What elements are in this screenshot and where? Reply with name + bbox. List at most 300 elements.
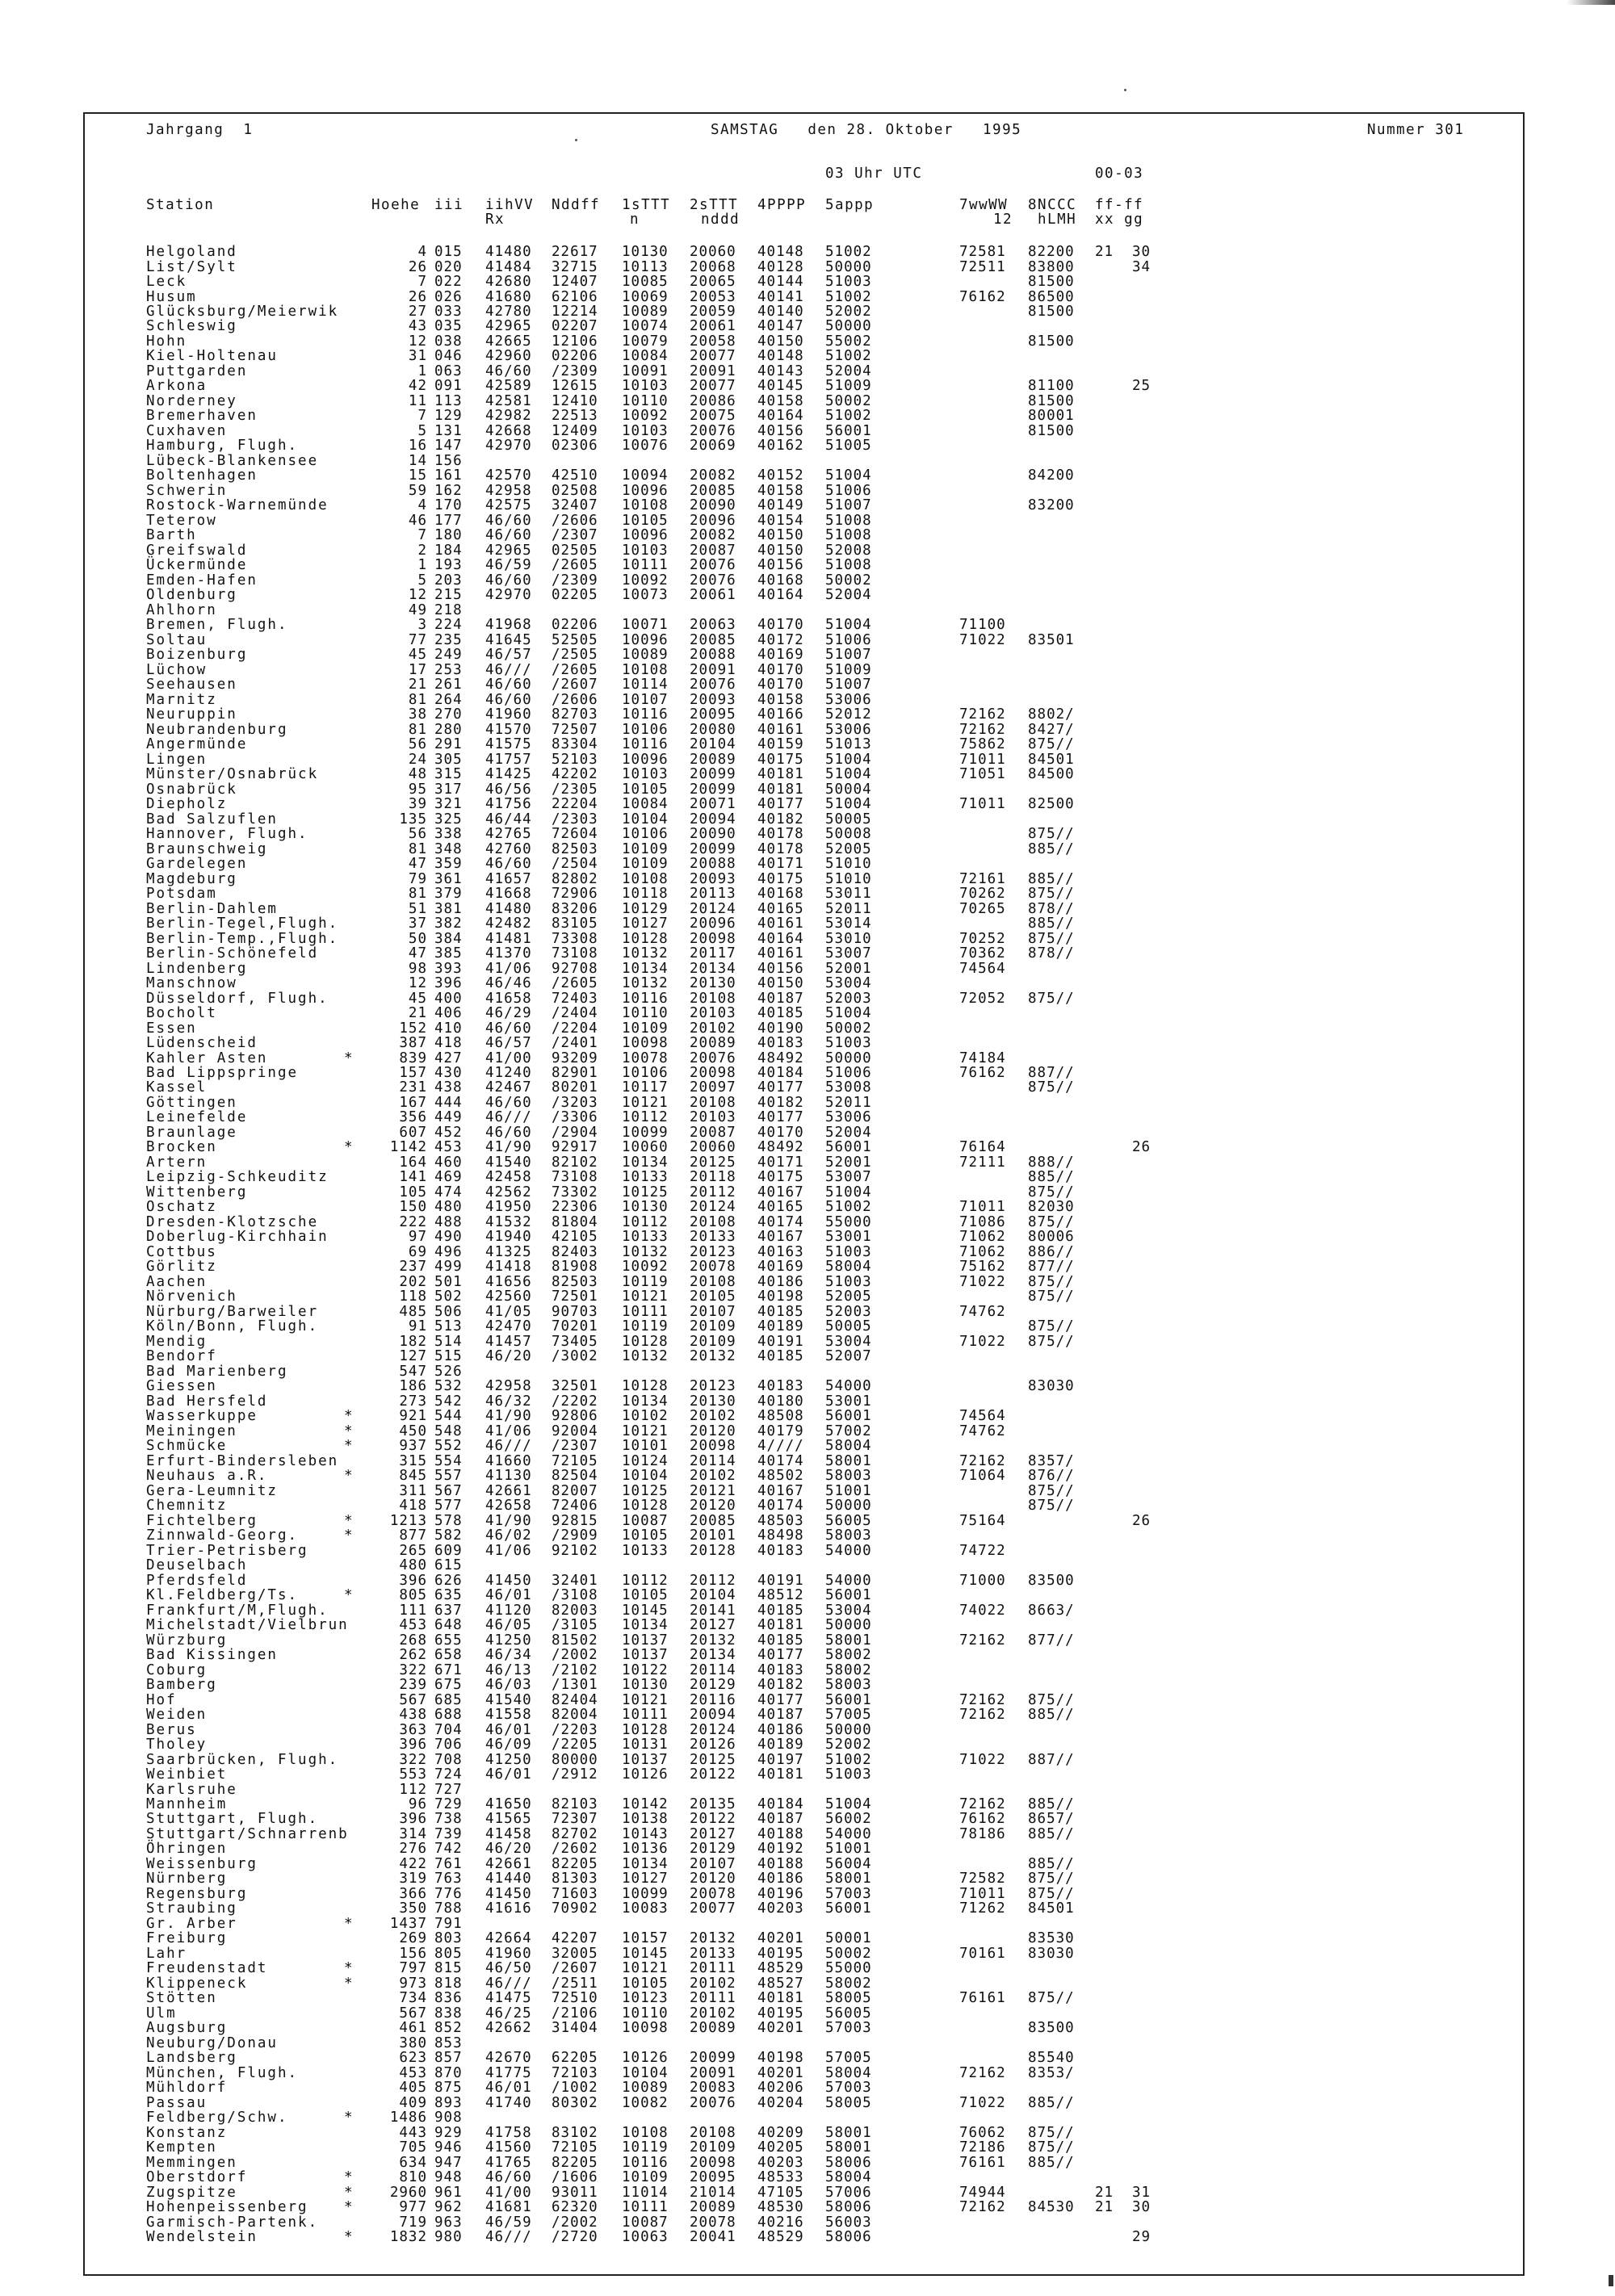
- tendency-value: 51004: [825, 1005, 872, 1021]
- weather-value: 71011: [959, 796, 1006, 813]
- scan-edge: [1567, 0, 1615, 5]
- station-name: Wendelstein: [146, 2229, 258, 2246]
- nddff-value: /2504: [552, 856, 598, 873]
- nddff-value: 52505: [552, 631, 598, 648]
- nddff-value: 62106: [552, 288, 598, 305]
- dewpoint-value: 20123: [690, 1378, 736, 1395]
- weather-value: 72162: [959, 1691, 1006, 1708]
- pressure-value: 40181: [757, 766, 804, 783]
- station-id: 805: [434, 1945, 463, 1962]
- nddff-value: 82205: [552, 1855, 598, 1872]
- nddff-value: 72105: [552, 2139, 598, 2156]
- iihvv-value: 41756: [485, 796, 532, 813]
- height-value: 26: [408, 288, 427, 305]
- station-name: Regensburg: [146, 1885, 248, 1902]
- station-name: Wasserkuppe: [146, 1408, 258, 1425]
- pressure-value: 40195: [757, 2005, 804, 2022]
- height-value: 973: [399, 1975, 427, 1992]
- cloud-value: 875//: [1028, 1871, 1075, 1887]
- pressure-value: 40189: [757, 1318, 804, 1335]
- tendency-value: 51004: [825, 751, 872, 768]
- pressure-value: 40163: [757, 1243, 804, 1260]
- dewpoint-value: 20124: [690, 1199, 736, 1216]
- cloud-value: 83030: [1028, 1945, 1075, 1962]
- station-id: 469: [434, 1169, 463, 1186]
- pressure-value: 40175: [757, 751, 804, 768]
- station-name: Dresden-Klotzsche: [146, 1213, 319, 1230]
- pressure-value: 40183: [757, 1035, 804, 1051]
- height-value: 4: [417, 244, 427, 260]
- station-id: 857: [434, 2050, 463, 2067]
- station-name: Lüchow: [146, 661, 208, 678]
- tendency-value: 57003: [825, 2020, 872, 2037]
- height-value: 21: [408, 677, 427, 693]
- weather-value: 71062: [959, 1243, 1006, 1260]
- pressure-value: 40198: [757, 2050, 804, 2067]
- temperature-value: 10109: [622, 856, 669, 873]
- extra-value-2: 25: [1132, 378, 1151, 395]
- height-value: 839: [399, 1050, 427, 1066]
- station-id: 026: [434, 288, 463, 305]
- station-name: Öhringen: [146, 1841, 228, 1858]
- tendency-value: 51006: [825, 482, 872, 499]
- mountain-marker: *: [344, 1139, 354, 1156]
- dewpoint-value: 20096: [690, 512, 736, 529]
- station-id: 609: [434, 1542, 463, 1559]
- height-value: 810: [399, 2169, 427, 2186]
- height-value: 553: [399, 1766, 427, 1783]
- station-name: Feldberg/Schw.: [146, 2110, 288, 2126]
- pressure-value: 40197: [757, 1751, 804, 1768]
- weather-value: 71064: [959, 1468, 1006, 1485]
- iihvv-value: 46///: [485, 1109, 532, 1126]
- dewpoint-value: 20102: [690, 1975, 736, 1992]
- weather-value: 71011: [959, 1885, 1006, 1902]
- height-value: 1486: [389, 2110, 427, 2126]
- cloud-value: 83500: [1028, 2020, 1075, 2037]
- station-name: Passau: [146, 2094, 208, 2111]
- nddff-value: /2607: [552, 1960, 598, 1977]
- pressure-value: 40169: [757, 647, 804, 664]
- iihvv-value: 41/06: [485, 960, 532, 977]
- temperature-value: 11014: [622, 2184, 669, 2201]
- cloud-value: 81500: [1028, 422, 1075, 439]
- station-id: 836: [434, 1990, 463, 2007]
- iihvv-value: 46///: [485, 2229, 532, 2246]
- tendency-value: 51004: [825, 1184, 872, 1200]
- station-id: 261: [434, 677, 463, 693]
- dewpoint-value: 20053: [690, 288, 736, 305]
- temperature-value: 10098: [622, 1035, 669, 1051]
- cloud-value: 83501: [1028, 631, 1075, 648]
- temperature-value: 10106: [622, 1064, 669, 1081]
- weather-value: 76161: [959, 2154, 1006, 2171]
- station-id: 022: [434, 274, 463, 290]
- dewpoint-value: 20077: [690, 348, 736, 365]
- height-value: 38: [408, 706, 427, 723]
- temperature-value: 10116: [622, 990, 669, 1007]
- height-value: 16: [408, 438, 427, 455]
- station-name: Oschatz: [146, 1199, 217, 1216]
- station-id: 384: [434, 930, 463, 947]
- pressure-value: 40187: [757, 1707, 804, 1723]
- iihvv-value: 46/60: [485, 1020, 532, 1037]
- height-value: 59: [408, 482, 427, 499]
- station-id: 501: [434, 1273, 463, 1290]
- height-value: 95: [408, 781, 427, 798]
- station-id: 688: [434, 1707, 463, 1723]
- pressure-value: 40172: [757, 631, 804, 648]
- weather-value: 71022: [959, 1333, 1006, 1350]
- nddff-value: 22513: [552, 408, 598, 425]
- cloud-value: 885//: [1028, 2154, 1075, 2171]
- dewpoint-value: 20121: [690, 1482, 736, 1499]
- temperature-value: 10129: [622, 900, 669, 917]
- height-value: 157: [399, 1064, 427, 1081]
- temperature-value: 10069: [622, 288, 669, 305]
- tendency-value: 56004: [825, 1855, 872, 1872]
- iihvv-value: 41740: [485, 2094, 532, 2111]
- dewpoint-value: 20104: [690, 1587, 736, 1604]
- tendency-value: 58002: [825, 1975, 872, 1992]
- pressure-value: 40182: [757, 1094, 804, 1111]
- station-id: 929: [434, 2124, 463, 2141]
- cloud-value: 885//: [1028, 2094, 1075, 2111]
- dewpoint-value: 20133: [690, 1945, 736, 1962]
- station-name: Cuxhaven: [146, 422, 228, 439]
- height-value: 50: [408, 930, 427, 947]
- iihvv-value: 46/56: [485, 781, 532, 798]
- tendency-value: 56001: [825, 1587, 872, 1604]
- cloud-value: 875//: [1028, 886, 1075, 903]
- pressure-value: 40177: [757, 1109, 804, 1126]
- pressure-value: 40183: [757, 1378, 804, 1395]
- dewpoint-value: 20107: [690, 1303, 736, 1320]
- station-name: Gera-Leumnitz: [146, 1482, 278, 1499]
- pressure-value: 40175: [757, 1169, 804, 1186]
- tendency-value: 51007: [825, 677, 872, 693]
- height-value: 937: [399, 1438, 427, 1455]
- iihvv-value: 41480: [485, 244, 532, 260]
- tendency-value: 51004: [825, 766, 872, 783]
- nddff-value: 42510: [552, 467, 598, 484]
- station-id: 727: [434, 1781, 463, 1798]
- weather-value: 75164: [959, 1512, 1006, 1529]
- iihvv-value: 42765: [485, 826, 532, 843]
- temperature-value: 10111: [622, 1303, 669, 1320]
- pressure-value: 40156: [757, 960, 804, 977]
- height-value: 156: [399, 1945, 427, 1962]
- dewpoint-value: 20088: [690, 647, 736, 664]
- dewpoint-value: 20108: [690, 1094, 736, 1111]
- dewpoint-value: 20104: [690, 736, 736, 753]
- height-value: 734: [399, 1990, 427, 2007]
- cloud-value: 8353/: [1028, 2064, 1075, 2081]
- iihvv-value: 41558: [485, 1707, 532, 1723]
- dewpoint-value: 20141: [690, 1602, 736, 1619]
- cloud-value: 885//: [1028, 1855, 1075, 1872]
- temperature-value: 10157: [622, 1930, 669, 1947]
- tendency-value: 57005: [825, 2050, 872, 2067]
- iihvv-value: 46/20: [485, 1348, 532, 1365]
- dewpoint-value: 20098: [690, 930, 736, 947]
- iihvv-value: 41616: [485, 1900, 532, 1917]
- station-id: 170: [434, 497, 463, 514]
- iihvv-value: 41/05: [485, 1303, 532, 1320]
- iihvv-value: 46/01: [485, 1766, 532, 1783]
- station-name: Mannheim: [146, 1796, 228, 1812]
- cloud-value: 8357/: [1028, 1452, 1075, 1469]
- iihvv-value: 42458: [485, 1169, 532, 1186]
- col-iihvv: iihVV: [485, 197, 535, 213]
- col-nddff: Nddff: [552, 197, 601, 213]
- station-id: 671: [434, 1661, 463, 1678]
- nddff-value: /2909: [552, 1527, 598, 1544]
- iihvv-value: 41532: [485, 1213, 532, 1230]
- height-value: 7: [417, 408, 427, 425]
- station-id: 626: [434, 1572, 463, 1589]
- extra-value-2: 26: [1132, 1139, 1151, 1156]
- nddff-value: 02206: [552, 617, 598, 634]
- tendency-value: 52005: [825, 840, 872, 857]
- mountain-marker: *: [344, 1422, 354, 1439]
- dewpoint-value: 20086: [690, 392, 736, 409]
- temperature-value: 10121: [622, 1960, 669, 1977]
- pressure-value: 40209: [757, 2124, 804, 2141]
- tendency-value: 57003: [825, 2080, 872, 2097]
- dewpoint-value: 20102: [690, 1408, 736, 1425]
- nddff-value: 32005: [552, 1945, 598, 1962]
- weather-value: 74564: [959, 1408, 1006, 1425]
- dewpoint-value: 20120: [690, 1422, 736, 1439]
- station-id: 280: [434, 721, 463, 738]
- nddff-value: 12106: [552, 333, 598, 350]
- date-label: SAMSTAG den 28. Oktober 1995: [711, 122, 1022, 138]
- station-name: Michelstadt/Vielbrun: [146, 1617, 349, 1634]
- iihvv-value: 46/01: [485, 2080, 532, 2097]
- temperature-value: 10118: [622, 886, 669, 903]
- nddff-value: 02207: [552, 318, 598, 335]
- iihvv-value: 41960: [485, 1945, 532, 1962]
- pressure-value: 40161: [757, 915, 804, 932]
- nddff-value: 92815: [552, 1512, 598, 1529]
- dewpoint-value: 20098: [690, 2154, 736, 2171]
- temperature-value: 10105: [622, 1587, 669, 1604]
- station-name: Neuhaus a.R.: [146, 1468, 268, 1485]
- height-value: 152: [399, 1020, 427, 1037]
- height-value: 141: [399, 1169, 427, 1186]
- height-value: 634: [399, 2154, 427, 2171]
- temperature-value: 10130: [622, 244, 669, 260]
- station-id: 635: [434, 1587, 463, 1604]
- pressure-value: 40150: [757, 527, 804, 544]
- station-name: Hohenpeissenberg: [146, 2199, 308, 2216]
- iihvv-value: 46/60: [485, 856, 532, 873]
- station-id: 648: [434, 1617, 463, 1634]
- col-hoehe: Hoehe: [371, 197, 421, 213]
- station-name: Seehausen: [146, 677, 237, 693]
- height-value: 322: [399, 1751, 427, 1768]
- temperature-value: 10122: [622, 1661, 669, 1678]
- iihvv-value: 41480: [485, 900, 532, 917]
- nddff-value: 92806: [552, 1408, 598, 1425]
- station-name: Göttingen: [146, 1094, 237, 1111]
- station-name: Lüdenscheid: [146, 1035, 258, 1051]
- tendency-value: 54000: [825, 1572, 872, 1589]
- station-name: Braunlage: [146, 1124, 237, 1141]
- station-name: Köln/Bonn, Flugh.: [146, 1318, 319, 1335]
- temperature-value: 10113: [622, 258, 669, 275]
- dewpoint-value: 20099: [690, 840, 736, 857]
- nddff-value: /2720: [552, 2229, 598, 2246]
- nddff-value: 72507: [552, 721, 598, 738]
- nddff-value: 12615: [552, 378, 598, 395]
- iihvv-value: 41120: [485, 1602, 532, 1619]
- weather-value: 71062: [959, 1229, 1006, 1246]
- temperature-value: 10134: [622, 1855, 669, 1872]
- nddff-value: 82007: [552, 1482, 598, 1499]
- dewpoint-value: 20134: [690, 960, 736, 977]
- weather-value: 72162: [959, 1796, 1006, 1812]
- station-name: Stuttgart/Schnarrenb: [146, 1825, 349, 1842]
- tendency-value: 52011: [825, 1094, 872, 1111]
- cloud-value: 886//: [1028, 1243, 1075, 1260]
- cloud-value: 875//: [1028, 1079, 1075, 1096]
- weather-value: 71086: [959, 1213, 1006, 1230]
- temperature-value: 10112: [622, 1213, 669, 1230]
- iihvv-value: 42970: [485, 587, 532, 604]
- tendency-value: 52004: [825, 1124, 872, 1141]
- height-value: 45: [408, 990, 427, 1007]
- pressure-value: 40170: [757, 617, 804, 634]
- station-id: 129: [434, 408, 463, 425]
- height-value: 17: [408, 661, 427, 678]
- tendency-value: 51007: [825, 497, 872, 514]
- height-value: 69: [408, 1243, 427, 1260]
- pressure-value: 40167: [757, 1229, 804, 1246]
- station-id: 554: [434, 1452, 463, 1469]
- pressure-value: 40150: [757, 542, 804, 559]
- weather-value: 71262: [959, 1900, 1006, 1917]
- weather-value: 74722: [959, 1542, 1006, 1559]
- pressure-value: 40182: [757, 1677, 804, 1693]
- weather-value: 76062: [959, 2124, 1006, 2141]
- station-name: Kl.Feldberg/Ts.: [146, 1587, 299, 1604]
- temperature-value: 10108: [622, 870, 669, 887]
- station-name: Kassel: [146, 1079, 208, 1096]
- iihvv-value: 46/25: [485, 2005, 532, 2022]
- height-value: 79: [408, 870, 427, 887]
- pressure-value: 40162: [757, 438, 804, 455]
- temperature-value: 10119: [622, 1318, 669, 1335]
- nddff-value: 02505: [552, 542, 598, 559]
- temperature-value: 10130: [622, 1677, 669, 1693]
- tendency-value: 51005: [825, 438, 872, 455]
- nddff-value: 22617: [552, 244, 598, 260]
- tendency-value: 58002: [825, 1647, 872, 1664]
- station-name: Leinefelde: [146, 1109, 248, 1126]
- temperature-value: 10110: [622, 392, 669, 409]
- height-value: 7: [417, 527, 427, 544]
- station-name: Gr. Arber: [146, 1915, 237, 1932]
- tendency-value: 51001: [825, 1841, 872, 1858]
- iihvv-value: 46/34: [485, 1647, 532, 1664]
- station-name: Artern: [146, 1154, 208, 1171]
- temperature-value: 10096: [622, 527, 669, 544]
- temperature-value: 10087: [622, 2214, 669, 2231]
- dewpoint-value: 20111: [690, 1990, 736, 2007]
- height-value: 262: [399, 1647, 427, 1664]
- nddff-value: 52103: [552, 751, 598, 768]
- temperature-value: 10121: [622, 1422, 669, 1439]
- pressure-value: 40181: [757, 1990, 804, 2007]
- nddff-value: /2102: [552, 1661, 598, 1678]
- pressure-value: 40183: [757, 1661, 804, 1678]
- station-id: 430: [434, 1064, 463, 1081]
- iihvv-value: 46/57: [485, 1035, 532, 1051]
- station-id: 396: [434, 975, 463, 991]
- tendency-value: 51009: [825, 378, 872, 395]
- tendency-value: 56001: [825, 1139, 872, 1156]
- station-id: 249: [434, 647, 463, 664]
- tendency-value: 52004: [825, 587, 872, 604]
- col-1sttt: 1sTTT: [622, 197, 671, 213]
- pressure-value: 40188: [757, 1825, 804, 1842]
- height-value: 46: [408, 512, 427, 529]
- station-id: 577: [434, 1498, 463, 1515]
- station-name: Karlsruhe: [146, 1781, 237, 1798]
- iihvv-value: 41481: [485, 930, 532, 947]
- temperature-value: 10104: [622, 1468, 669, 1485]
- station-id: 724: [434, 1766, 463, 1783]
- station-id: 400: [434, 990, 463, 1007]
- tendency-value: 51003: [825, 1243, 872, 1260]
- station-id: 893: [434, 2094, 463, 2111]
- iihvv-value: 41440: [485, 1871, 532, 1887]
- cloud-value: 84501: [1028, 1900, 1075, 1917]
- iihvv-value: 41656: [485, 1273, 532, 1290]
- pressure-value: 40181: [757, 1766, 804, 1783]
- height-value: 350: [399, 1900, 427, 1917]
- height-value: 380: [399, 2034, 427, 2051]
- station-name: Weissenburg: [146, 1855, 258, 1872]
- tendency-value: 50002: [825, 1020, 872, 1037]
- tendency-value: 50000: [825, 1498, 872, 1515]
- temperature-value: 10087: [622, 1512, 669, 1529]
- nddff-value: 71603: [552, 1885, 598, 1902]
- dewpoint-value: 20091: [690, 362, 736, 379]
- cloud-value: 81500: [1028, 274, 1075, 290]
- pressure-value: 40187: [757, 990, 804, 1007]
- temperature-value: 10107: [622, 691, 669, 708]
- cloud-value: 83030: [1028, 1378, 1075, 1395]
- cloud-value: 875//: [1028, 1288, 1075, 1305]
- pressure-value: 48533: [757, 2169, 804, 2186]
- nddff-value: 81303: [552, 1871, 598, 1887]
- station-name: Bad Marienberg: [146, 1363, 288, 1380]
- temperature-value: 10126: [622, 2050, 669, 2067]
- station-name: Zugspitze: [146, 2184, 237, 2201]
- cloud-value: 8427/: [1028, 721, 1075, 738]
- station-name: Barth: [146, 527, 197, 544]
- station-id: 215: [434, 587, 463, 604]
- dewpoint-value: 20108: [690, 990, 736, 1007]
- cloud-value: 8802/: [1028, 706, 1075, 723]
- station-name: Konstanz: [146, 2124, 228, 2141]
- height-value: 118: [399, 1288, 427, 1305]
- iihvv-value: 41425: [485, 766, 532, 783]
- pressure-value: 48527: [757, 1975, 804, 1992]
